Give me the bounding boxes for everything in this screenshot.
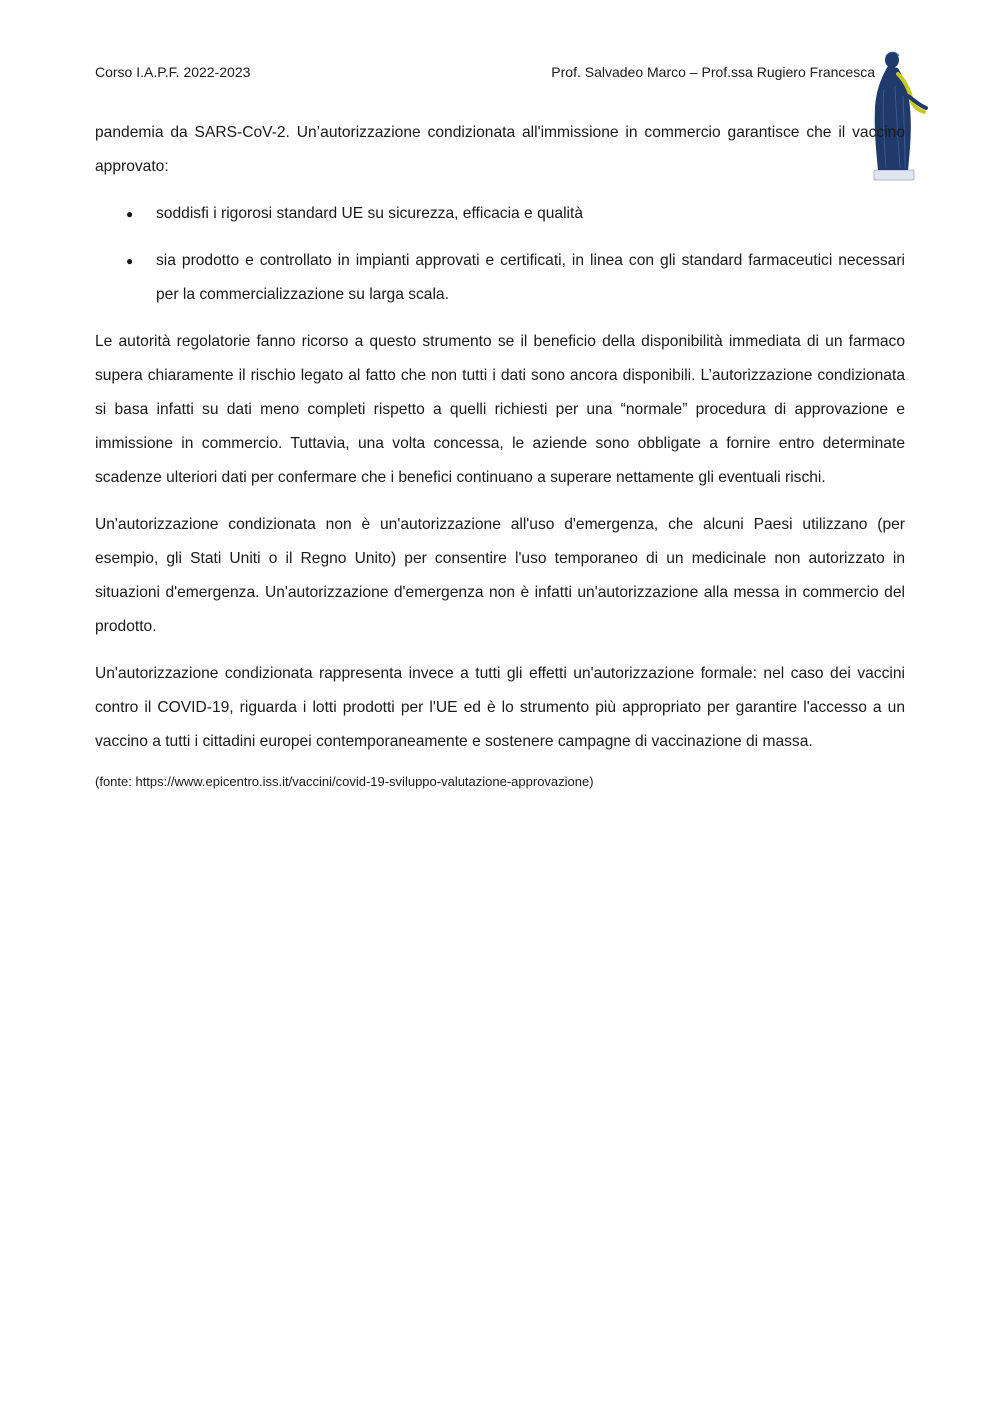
source-citation: (fonte: https://www.epicentro.iss.it/vaccini/covid-19-sviluppo-valutazione-approvazione) [95, 774, 594, 789]
page-header [95, 62, 905, 82]
intro-paragraph: pandemia da SARS-CoV-2. Un’autorizzazione condizionata all'immissione in commercio garantisce che il vaccino approvato: [95, 124, 905, 175]
bullet-icon: ● [126, 207, 134, 221]
course-title: Corso I.A.P.F. 2022-2023 [95, 64, 251, 80]
list-item [95, 197, 905, 231]
professors-names: Prof. Salvadeo Marco – Prof.ssa Rugiero Francesca [551, 64, 875, 80]
list-item [95, 244, 905, 312]
bullet-icon: ● [126, 254, 134, 268]
requirements-list [95, 197, 905, 312]
document-body [95, 116, 905, 792]
body-paragraph: Un'autorizzazione condizionata rappresenta invece a tutti gli effetti un'autorizzazione formale: nel caso dei vaccini contro il COVID-19, riguarda i lotti prodotti per l'UE ed è lo strumento più appropriato per garantire l'accesso a un vaccino a tutti i cittadini europei contemporaneamente e sostenere campagne di vaccinazione di massa. [95, 665, 905, 750]
list-item-text: sia prodotto e controllato in impianti approvati e certificati, in linea con gli standard farmaceutici necessari per la commercializzazione su larga scala. [156, 252, 905, 303]
body-paragraph: Le autorità regolatorie fanno ricorso a questo strumento se il beneficio della disponibilità immediata di un farmaco supera chiaramente il rischio legato al fatto che non tutti i dati sono ancora disponibili. L’autorizzazione condizionata si basa infatti su dati meno completi rispetto a quelli richiesti per una “normale” procedura di approvazione e immissione in commercio. Tuttavia, una volta concessa, le aziende sono obbligate a fornire entro determinate scadenze ulteriori dati per confermare che i benefici continuano a superare nettamente gli eventuali rischi. [95, 333, 905, 486]
body-paragraph: Un'autorizzazione condizionata non è un'autorizzazione all'uso d'emergenza, che alcuni Paesi utilizzano (per esempio, gli Stati Uniti o il Regno Unito) per consentire l'uso temporaneo di un medicinale non autorizzato in situazioni d'emergenza. Un'autorizzazione d'emergenza non è infatti un'autorizzazione alla messa in commercio del prodotto. [95, 516, 905, 635]
list-item-text: soddisfi i rigorosi standard UE su sicurezza, efficacia e qualità [156, 205, 584, 222]
